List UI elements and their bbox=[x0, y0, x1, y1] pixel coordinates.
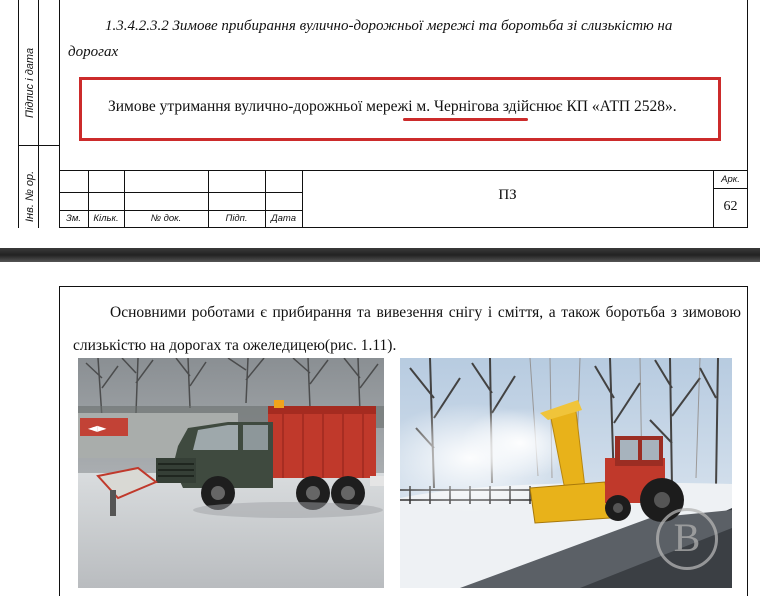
page-divider bbox=[0, 248, 760, 262]
section-heading-line2: дорогах bbox=[68, 44, 119, 60]
sheet-label: Арк. bbox=[721, 174, 740, 185]
snow-blower-tractor-photo bbox=[400, 358, 732, 588]
snow-plow-truck-photo bbox=[78, 358, 384, 588]
stamp-col-count: Кільк. bbox=[93, 213, 119, 224]
body-paragraph: Основними роботами є прибирання та вивезення снігу і сміття, а також боротьба з зимовою слизькістю на дорогах та ожеледицею(рис. 1.11). bbox=[73, 304, 741, 354]
section-heading bbox=[68, 13, 745, 65]
highlight-underline bbox=[403, 118, 528, 121]
margin-divider bbox=[18, 145, 59, 146]
highlight-text: Зимове утримання вулично-дорожньої мережі м. Чернігова здійснює КП «АТП 2528». bbox=[108, 98, 677, 115]
signature-date-label: Підпис і дата bbox=[24, 47, 36, 118]
stamp-col-date: Дата bbox=[270, 213, 297, 224]
inventory-number-label: Інв. № ор. bbox=[24, 170, 36, 222]
sheet-number: 62 bbox=[723, 199, 738, 214]
svg-text:◄►: ◄► bbox=[88, 421, 107, 435]
stamp-col-change: Зм. bbox=[66, 213, 81, 224]
margin-line bbox=[18, 0, 19, 228]
document-page-top bbox=[0, 0, 760, 248]
margin-line bbox=[38, 0, 39, 228]
document-code: ПЗ bbox=[498, 187, 517, 203]
title-block bbox=[59, 170, 748, 228]
stamp-col-doc-number: № док. bbox=[150, 213, 182, 224]
stamp-col-signature: Підп. bbox=[225, 213, 248, 224]
watermark-logo: В bbox=[656, 508, 718, 570]
section-heading-line1: 1.3.4.2.3.2 Зимове прибирання вулично-дорожньої мережі та боротьба зі слизькістю на bbox=[105, 18, 673, 34]
